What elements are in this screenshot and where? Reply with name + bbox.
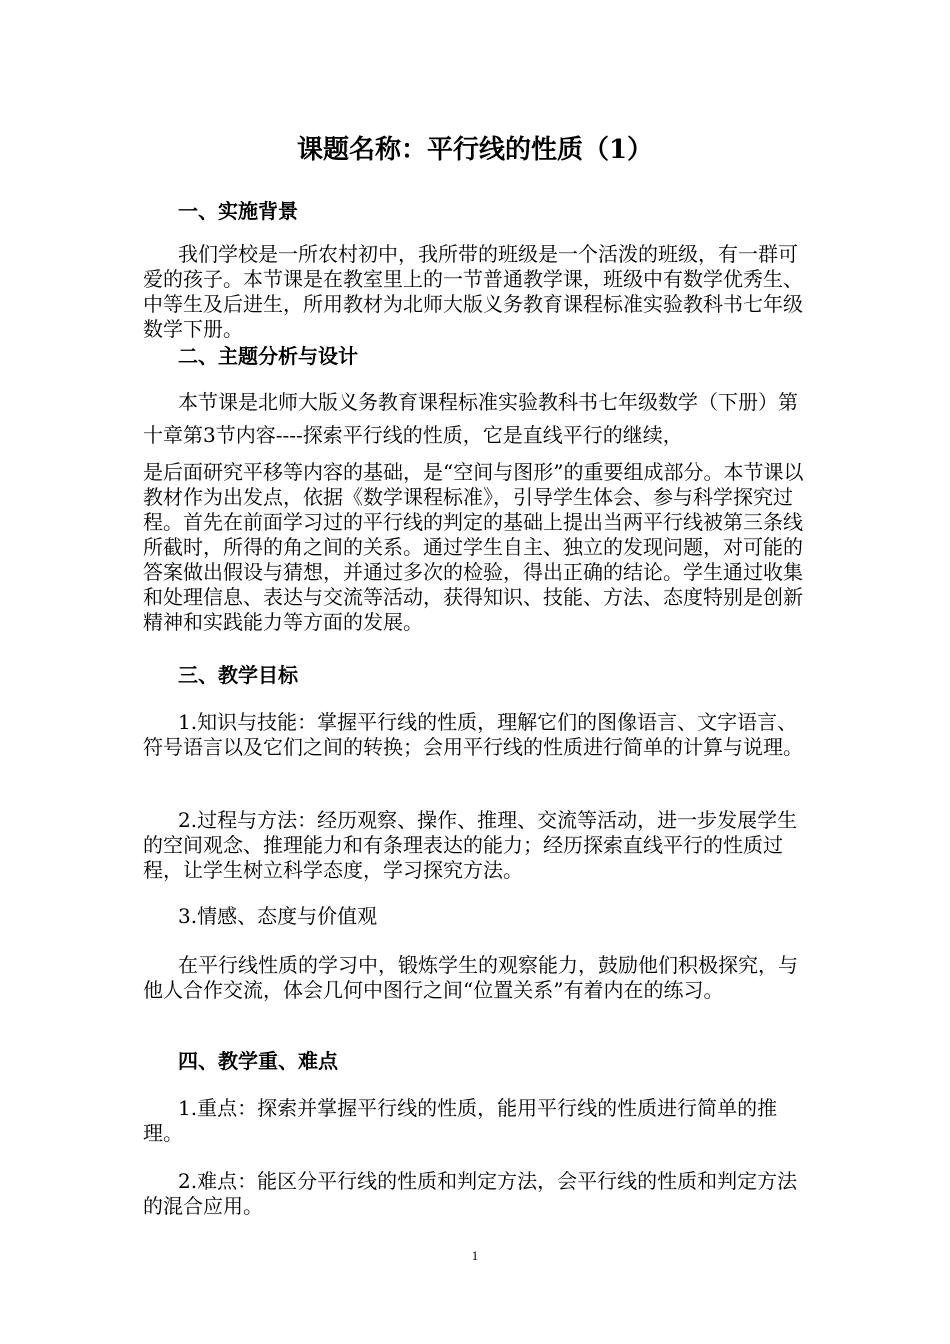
paragraph-objective-emotion: 3.情感、态度与价值观 [178,904,378,928]
paragraph-objective-knowledge: 1.知识与技能：掌握平行线的性质，理解它们的图像语言、文字语言、符号语言以及它们之间的转换；会用平行线的性质进行简单的计算与说理。 [143,710,803,759]
page-number: 1 [471,1248,479,1263]
paragraph-objective-process: 2.过程与方法：经历观察、操作、推理、交流等活动，进一步发展学生的空间观念、推理能力和有条理表达的能力；经历探索直线平行的性质过程，让学生树立科学态度，学习探究方法。 [143,808,798,882]
paragraph-objective-emotion-detail: 在平行线性质的学习中，锻炼学生的观察能力，鼓励他们积极探究，与他人合作交流，体会几何中图行之间“位置关系”有着内在的练习。 [143,953,798,1002]
paragraph-key-point: 1.重点：探索并掌握平行线的性质，能用平行线的性质进行简单的推理。 [143,1096,778,1145]
section-heading-background: 一、实施背景 [178,199,298,223]
paragraph-analysis-1: 本节课是北师大版义务教育课程标准实验教科书七年级数学（下册）第十章第3节内容----探索平行线的性质，它是直线平行的继续， [143,390,798,447]
paragraph-background: 我们学校是一所农村初中，我所带的班级是一个活泼的班级，有一群可爱的孩子。本节课是在教室里上的一节普通教学课，班级中有数学优秀生、中等生及后进生，所用教材为北师大版义务教育课程标准实验教科书七年级数学下册。 [143,242,803,341]
section-heading-analysis: 二、主题分析与设计 [178,344,358,368]
section-heading-objectives: 三、教学目标 [178,663,298,687]
paragraph-analysis-2: 是后面研究平移等内容的基础，是“空间与图形”的重要组成部分。本节课以教材作为出发点，依据《数学课程标准》，引导学生体会、参与科学探究过程。首先在前面学习过的平行线的判定的基础上提出当两平行线被第三条线所截时，所得的角之间的关系。通过学生自主、独立的发现问题，对可能的答案做出假设与猜想，并通过多次的检验，得出正确的结论。学生通过收集和处理信息、表达与交流等活动，获得知识、技能、方法、态度特别是创新精神和实践能力等方面的发展。 [143,460,804,634]
paragraph-difficult-point: 2.难点：能区分平行线的性质和判定方法，会平行线的性质和判定方法的混合应用。 [143,1169,798,1218]
page-title: 课题名称：平行线的性质（1） [296,135,654,165]
section-heading-key-points: 四、教学重、难点 [178,1049,338,1073]
